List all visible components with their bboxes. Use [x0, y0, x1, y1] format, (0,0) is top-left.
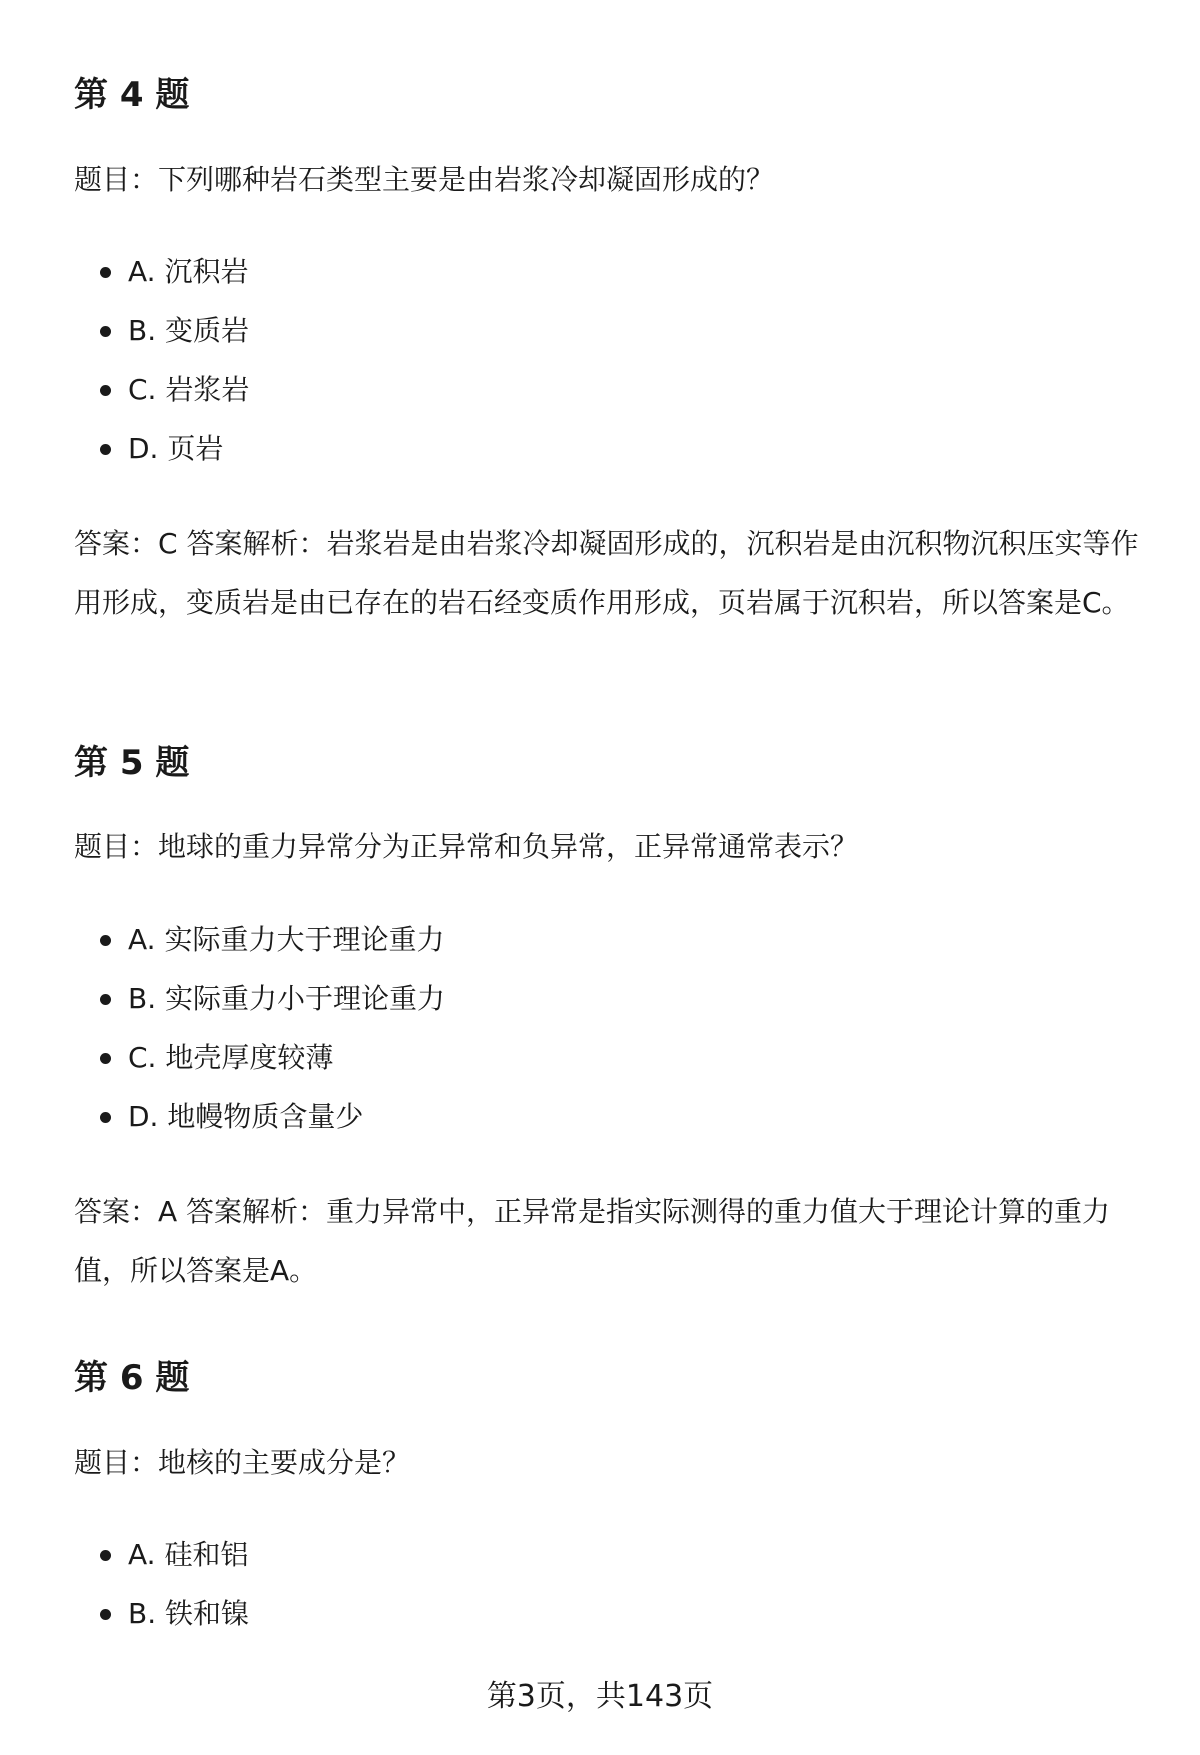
bullet-icon: [100, 1112, 111, 1123]
option-label: A. 硅和铝: [128, 1538, 249, 1571]
question-5-options: [74, 920, 1154, 1156]
question-6-heading-block: [74, 1358, 1154, 1398]
bullet-icon: [100, 1550, 111, 1561]
option-label: B. 变质岩: [128, 314, 250, 347]
question-6-text-block: [74, 1443, 1154, 1483]
option-label: A. 实际重力大于理论重力: [128, 923, 445, 956]
question-4-options: [74, 252, 1154, 488]
bullet-icon: [100, 385, 111, 396]
option-item: [74, 1535, 1154, 1594]
bullet-icon: [100, 267, 111, 278]
bullet-icon: [100, 1609, 111, 1620]
option-label: C. 岩浆岩: [128, 373, 250, 406]
question-6-options: [74, 1535, 1154, 1653]
question-text: 题目：下列哪种岩石类型主要是由岩浆冷却凝固形成的？: [74, 163, 775, 196]
question-4-text-block: [74, 160, 1154, 200]
bullet-icon: [100, 994, 111, 1005]
question-4-answer-block: [74, 514, 1154, 632]
option-item: [74, 1097, 1154, 1156]
bullet-icon: [100, 444, 111, 455]
option-item: [74, 252, 1154, 311]
page-indicator: 第3页，共143页: [486, 1679, 714, 1714]
option-label: D. 地幔物质含量少: [128, 1100, 364, 1133]
bullet-icon: [100, 935, 111, 946]
question-5-heading-block: [74, 743, 1154, 783]
option-item: [74, 1594, 1154, 1653]
option-item: [74, 979, 1154, 1038]
question-5-text-block: [74, 827, 1154, 867]
answer-explanation: 答案：A 答案解析：重力异常中，正异常是指实际测得的重力值大于理论计算的重力值，所以答案是A。: [74, 1195, 1111, 1287]
question-heading: 第 5 题: [74, 743, 190, 783]
question-4-heading-block: [74, 75, 1154, 115]
option-item: [74, 370, 1154, 429]
option-label: B. 铁和镍: [128, 1597, 250, 1630]
option-label: C. 地壳厚度较薄: [128, 1041, 334, 1074]
question-text: 题目：地核的主要成分是？: [74, 1446, 411, 1479]
option-item: [74, 920, 1154, 979]
question-heading: 第 6 题: [74, 1358, 190, 1398]
question-5-answer-block: [74, 1182, 1154, 1300]
option-item: [74, 429, 1154, 488]
question-text: 题目：地球的重力异常分为正异常和负异常，正异常通常表示？: [74, 830, 859, 863]
option-label: D. 页岩: [128, 432, 224, 465]
bullet-icon: [100, 326, 111, 337]
question-heading: 第 4 题: [74, 75, 190, 115]
option-label: B. 实际重力小于理论重力: [128, 982, 446, 1015]
option-item: [74, 1038, 1154, 1097]
option-label: A. 沉积岩: [128, 255, 249, 288]
bullet-icon: [100, 1053, 111, 1064]
option-item: [74, 311, 1154, 370]
answer-explanation: 答案：C 答案解析：岩浆岩是由岩浆冷却凝固形成的，沉积岩是由沉积物沉积压实等作用形成，变质岩是由已存在的岩石经变质作用形成，页岩属于沉积岩，所以答案是C。: [74, 527, 1139, 619]
